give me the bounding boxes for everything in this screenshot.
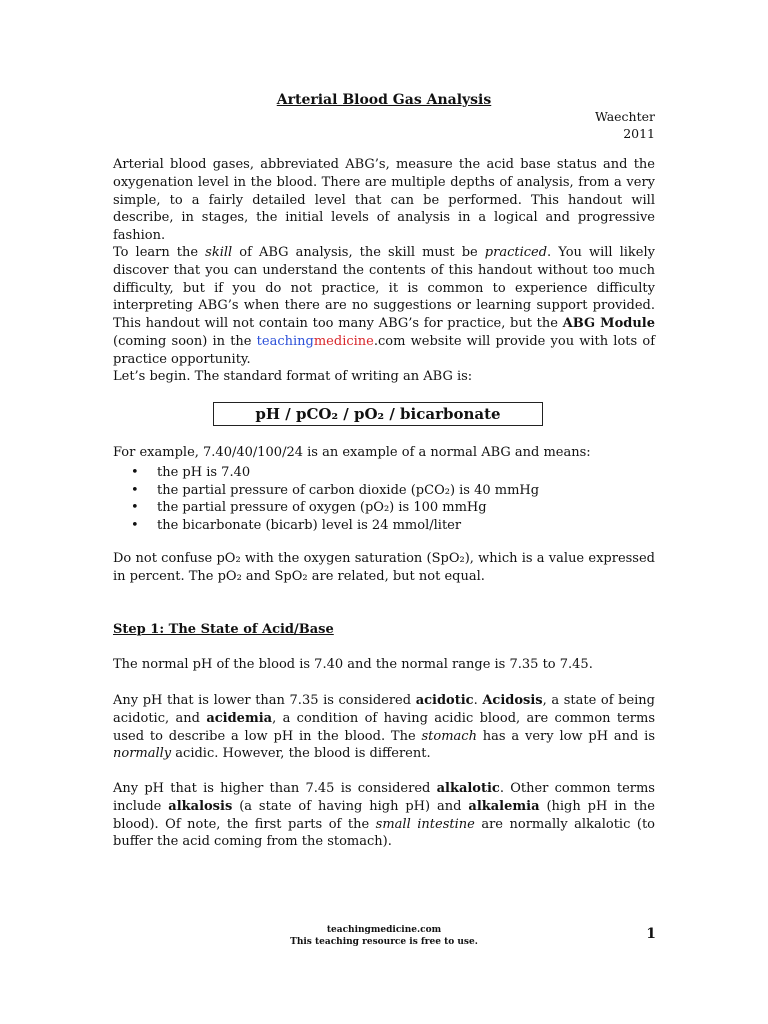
text-run: (high pH in the blood). Of note, the first parts of the (113, 798, 655, 832)
document-title: Arterial Blood Gas Analysis (276, 92, 492, 108)
abg-format-box: pH / pCO₂ / pO₂ / bicarbonate (213, 402, 543, 426)
text-run: are normally alkalotic (to buffer the acid coming from the stomach). (113, 816, 655, 850)
text-run: Any pH that is lower than 7.35 is considered (113, 693, 416, 708)
intro-paragraph-2 (113, 244, 655, 369)
list-item: • the partial pressure of carbon dioxide (pCO₂) is 40 mmHg (131, 482, 655, 500)
text-run: acidic. However, the blood is different. (171, 746, 431, 762)
footer-site: teachingmedicine.com (326, 925, 442, 935)
list-item: • the pH is 7.40 (131, 464, 655, 482)
term-alkalotic: alkalotic (436, 781, 500, 796)
emphasis-practiced: practiced (484, 245, 548, 260)
acidotic-paragraph (113, 692, 655, 763)
text-run: , a state of being acidotic, and (113, 693, 655, 726)
text-run: . You will likely discover that you can understand the contents of this handout without too much difficulty, but if you do not practice, it is common to experience difficulty interpreting ABG’s when there are no suggestions or learning support provided. This handout will not contain too many ABG’s for practice, but the (113, 245, 655, 332)
text-run: (a state of having high pH) and (232, 798, 469, 814)
footer-note: This teaching resource is free to use. (290, 937, 478, 947)
intro-text: Arterial blood gases, abbreviated ABG’s, measure the acid base status and the oxygenation level in the blood. There are multiple depths of analysis, from a very simple, to a fairly detailed level that can be performed. This handout will describe, in stages, the initial levels of analysis in a logical and progressive fashion. (113, 157, 655, 244)
term-alkalemia: alkalemia (468, 798, 540, 814)
emphasis-stomach: stomach (421, 728, 477, 744)
example-list (113, 464, 655, 535)
emphasis-normally: normally (113, 746, 172, 762)
text-run: . (473, 693, 483, 708)
note-paragraph (113, 550, 655, 586)
alkalotic-paragraph (113, 780, 655, 851)
term-acidemia: acidemia (206, 710, 273, 726)
intro-paragraph-1 (113, 156, 655, 245)
text-run: of ABG analysis, the skill must be (232, 245, 485, 260)
text-run: Any pH that is higher than 7.45 is considered (113, 781, 437, 796)
author-block (595, 108, 655, 142)
intro-text-3: Let’s begin. The standard format of writing an ABG is: (113, 369, 473, 384)
normal-ph-paragraph (113, 656, 655, 674)
text-run: has a very low pH and is (476, 728, 655, 744)
example-section (113, 444, 655, 535)
acidotic-text (113, 692, 655, 763)
example-lead: For example, 7.40/40/100/24 is an example of a normal ABG and means: (113, 445, 591, 460)
emphasis-skill: skill (205, 245, 233, 260)
step1-heading: Step 1: The State of Acid/Base (113, 622, 334, 637)
author-name: Waechter (594, 109, 655, 124)
page-number: 1 (646, 926, 656, 942)
text-run: . Other common terms include (113, 781, 655, 814)
intro-paragraph-3 (113, 368, 655, 386)
note-text: Do not confuse pO₂ with the oxygen saturation (SpO₂), which is a value expressed in percent. The pO₂ and SpO₂ are related, but not equal. (113, 551, 655, 584)
list-item: • the bicarbonate (bicarb) level is 24 mmol/liter (131, 517, 655, 535)
alkalotic-text (113, 780, 655, 851)
intro-text-2 (113, 244, 655, 369)
term-acidosis: Acidosis (482, 693, 543, 708)
text-run: .com website will provide you with lots of practice opportunity. (113, 333, 655, 367)
author-year: 2011 (623, 126, 655, 141)
term-acidotic: acidotic (415, 693, 474, 708)
term-alkalosis: alkalosis (168, 798, 233, 814)
brand-teaching: teaching (256, 333, 314, 349)
text-run: (coming soon) in the (113, 333, 257, 349)
brand-medicine: medicine (313, 333, 374, 349)
normal-ph-text: The normal pH of the blood is 7.40 and the normal range is 7.35 to 7.45. (113, 657, 593, 672)
emphasis-small-intestine: small intestine (375, 816, 475, 832)
list-item: • the partial pressure of oxygen (pO₂) is 100 mmHg (131, 499, 655, 517)
text-run: To learn the (113, 245, 206, 260)
text-run: , a condition of having acidic blood, are common terms used to describe a low pH in the blood. The (113, 710, 656, 744)
abg-module-term: ABG Module (562, 316, 655, 332)
